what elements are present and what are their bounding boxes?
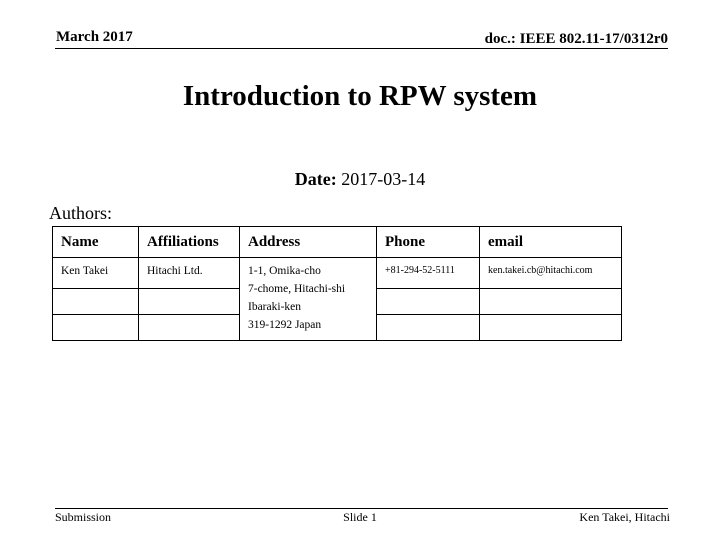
date-label: Date: bbox=[294, 169, 337, 189]
author-affiliation: Hitachi Ltd. bbox=[139, 258, 240, 289]
empty-cell bbox=[377, 315, 480, 341]
author-phone: +81-294-52-5111 bbox=[377, 258, 480, 289]
authors-table bbox=[52, 226, 622, 341]
date-line bbox=[0, 169, 720, 190]
empty-cell bbox=[377, 289, 480, 315]
col-header-address: Address bbox=[240, 227, 377, 258]
footer-submission: Submission bbox=[55, 510, 112, 524]
empty-cell bbox=[480, 289, 622, 315]
header-date: March 2017 bbox=[56, 29, 133, 45]
address-line: 1-1, Omika-cho bbox=[248, 265, 321, 277]
table-header-row bbox=[53, 227, 622, 258]
table-row bbox=[53, 258, 622, 289]
author-address bbox=[240, 258, 377, 341]
authors-label: Authors: bbox=[49, 203, 112, 223]
author-name: Ken Takei bbox=[53, 258, 139, 289]
footer-slide-number: Slide 1 bbox=[343, 510, 377, 524]
footer-author: Ken Takei, Hitachi bbox=[579, 510, 670, 524]
empty-cell bbox=[53, 289, 139, 315]
empty-cell bbox=[139, 315, 240, 341]
slide-title: Introduction to RPW system bbox=[182, 80, 538, 112]
date-value: 2017-03-14 bbox=[341, 169, 426, 189]
footer-rule bbox=[55, 508, 668, 509]
empty-cell bbox=[53, 315, 139, 341]
col-header-name: Name bbox=[53, 227, 139, 258]
empty-cell bbox=[139, 289, 240, 315]
header-doc-id: doc.: IEEE 802.11-17/0312r0 bbox=[484, 31, 668, 47]
col-header-email: email bbox=[480, 227, 622, 258]
col-header-phone: Phone bbox=[377, 227, 480, 258]
header-rule bbox=[55, 48, 668, 49]
col-header-affiliations: Affiliations bbox=[139, 227, 240, 258]
address-line: 319-1292 Japan bbox=[248, 319, 322, 331]
author-email: ken.takei.cb@hitachi.com bbox=[480, 258, 622, 289]
address-line: Ibaraki-ken bbox=[248, 301, 301, 313]
empty-cell bbox=[480, 315, 622, 341]
address-line: 7-chome, Hitachi-shi bbox=[248, 283, 346, 295]
